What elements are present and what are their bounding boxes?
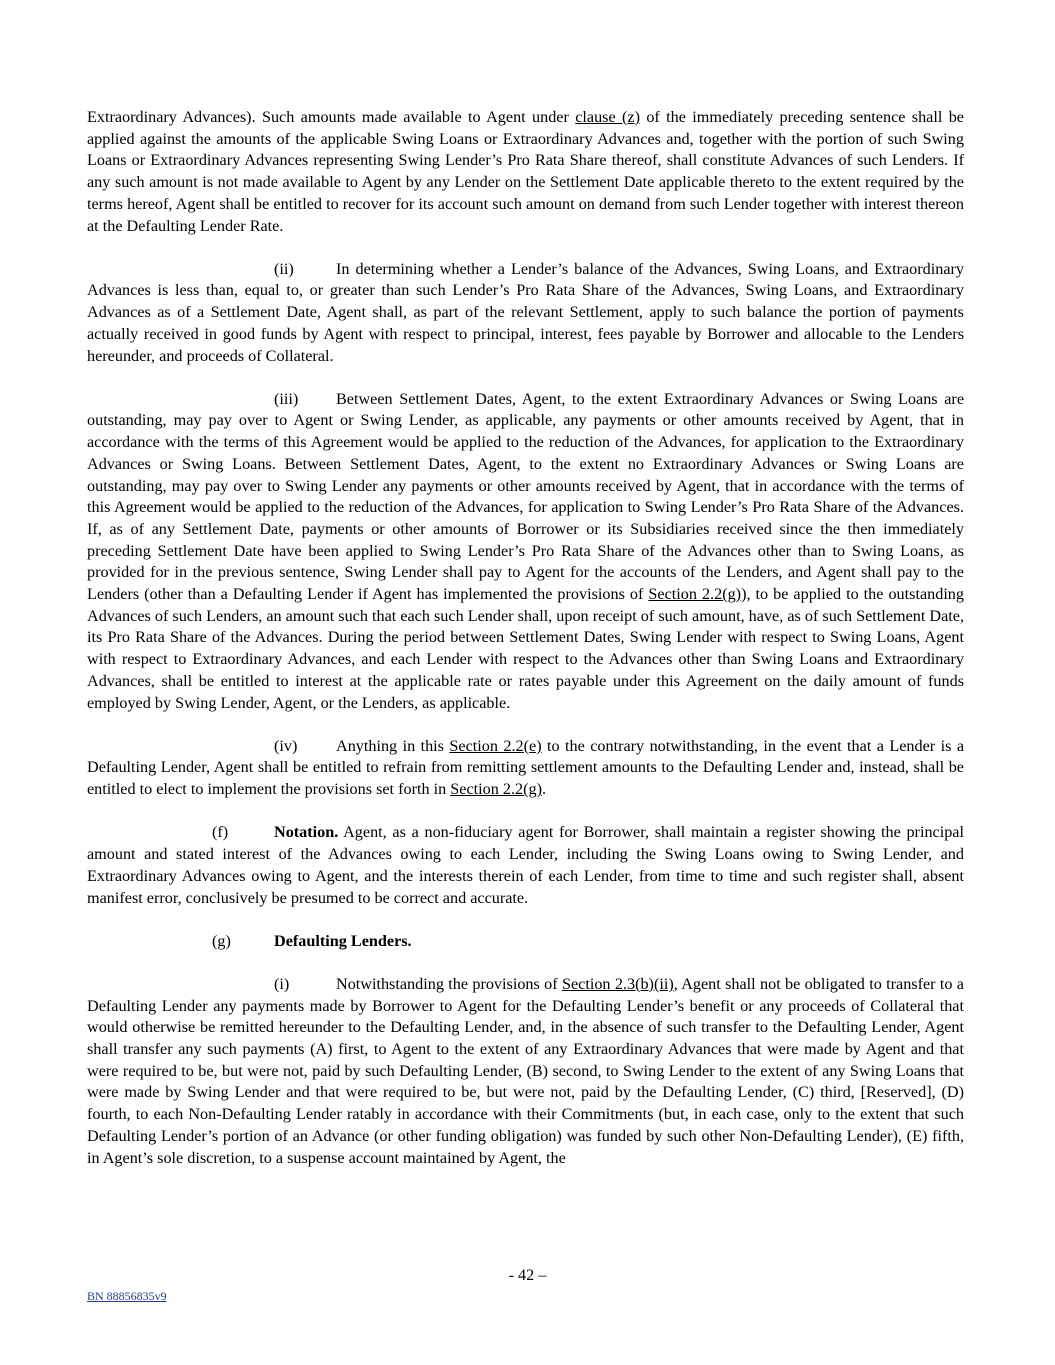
text: , Agent shall not be obligated to transfer to a Defaulting Lender any payments made by Borrower to Agent for the Defaulting Lender’s benefit or any proceeds of Collateral that would otherwise be remitted hereunder to the Defaulting Lender, and, in the absence of such transfer to the Defaulting Lender, Agent shall transfer any such payments (A) first, to Agent to the extent of any Extraordinary Advances that were made by Agent and that were required to be, but were not, paid by such Defaulting Lender, (B) second, to Swing Lender to the extent of any Swing Loans that were made by Swing Lender and that were required to be, but were not, paid by the Defaulting Lender, (C) third, [Reserved], (D) fourth, to each Non-Defaulting Lender ratably in accordance with their Commitments (but, in each case, only to the extent that such Defaulting Lender’s portion of an Advance (or other funding obligation) was funded by such other Non-Defaulting Lender), (E) fifth, in Agent’s sole discretion, to a suspense account maintained by Agent, the [87,974,964,1167]
paragraph-label: (iii) [274,389,299,408]
section-heading: Defaulting Lenders. [274,931,412,950]
paragraph-continuation [87,107,964,237]
paragraph-iv [87,736,964,801]
paragraph-ii [87,259,964,368]
text: to the contrary notwithstanding, in the event that a Lender is a Defaulting Lender, Agent shall be entitled to refrain from remitting settlement amounts to the Defaulting Lender and, instead, shall be entitled to elect to implement the provisions set forth in [87,736,965,799]
text: Between Settlement Dates, Agent, to the extent Extraordinary Advances or Swing Loans are outstanding, may pay over to Agent or Swing Lender, as applicable, any payments or other amounts received by Agent, that in accordance with the terms of this Agreement would be applied to the reduction of the Advances, for application to the Extraordinary Advances or Swing Loans. Between Settlement Dates, Agent, to the extent no Extraordinary Advances or Swing Loans are outstanding, may pay over to Swing Lender any payments or other amounts received by Agent, that in accordance with the terms of this Agreement would be applied to the reduction of the Advances, for application to Swing Lender’s Pro Rata Share of the Advances. If, as of any Settlement Date, payments or other amounts of Borrower or its Subsidiaries received since the then immediately preceding Settlement Date have been applied to Swing Lender’s Pro Rata Share of the Advances other than to Swing Loans, as provided for in the previous sentence, Swing Lender shall pay to Agent for the accounts of the Lenders, and Agent shall pay to the Lenders (other than a Defaulting Lender if Agent has implemented the provisions of [87,389,964,604]
section-reference: Section 2.2(g) [450,780,542,799]
paragraph-label: (i) [274,974,290,993]
paragraph-g-i [87,974,964,1169]
page-number: - 42 – [508,1266,547,1284]
text: Notwithstanding the provisions of [336,974,562,993]
paragraph-label: (g) [212,931,231,950]
text: of the immediately preceding sentence shall be applied against the amounts of the applicable Swing Loans or Extraordinary Advances and, together with the portion of such Swing Loans or Extraordinary Advances representing Swing Lender’s Pro Rata Share thereof, shall constitute Advances of such Lenders. If any such amount is not made available to Agent by any Lender on the Settlement Date applicable thereto to the extent required by the terms hereof, Agent shall be entitled to recover for its account such amount on demand from such Lender together with interest thereon at the Defaulting Lender Rate. [87,108,964,235]
text: In determining whether a Lender’s balance of the Advances, Swing Loans, and Extraordinary Advances is less than, equal to, or greater than such Lender’s Pro Rata Share of the Advances, Swing Loans, and Extraordinary Advances as of a Settlement Date, Agent shall, as part of the relevant Settlement, apply to such balance the portion of payments actually received in good funds by Agent with respect to principal, interest, fees payable by Borrower and allocable to the Lenders hereunder, and proceeds of Collateral. [87,259,964,365]
paragraph-f-notation [87,822,964,909]
section-reference: Section 2.2(e) [449,736,542,755]
paragraph-label: (iv) [274,736,298,755]
clause-z-reference: clause (z) [575,108,640,126]
text: Extraordinary Advances). Such amounts made available to Agent under [87,108,576,126]
paragraph-g-heading [87,931,964,953]
text: ), to be applied to the outstanding Advances of such Lenders, an amount such that each such Lender shall, upon receipt of such amount, have, as of such Settlement Date, its Pro Rata Share of the Advances. During the period between Settlement Dates, Swing Lender with respect to Swing Loans, Agent with respect to Extraordinary Advances, and each Lender with respect to the Advances other than Swing Loans and Extraordinary Advances, shall be entitled to interest at the applicable rate or rates payable under this Agreement on the daily amount of funds employed by Swing Lender, Agent, or the Lenders, as applicable. [87,585,964,712]
section-reference: Section 2.2(g) [648,585,742,604]
section-reference: Section 2.3(b)(ii) [561,974,674,993]
text: . [541,780,547,799]
paragraph-iii [87,389,964,715]
text: Agent, as a non-fiduciary agent for Borrower, shall maintain a register showing the principal amount and stated interest of the Advances owing to each Lender, including the Swing Loans owing to Swing Lender, and Extraordinary Advances owing to Agent, and the interests therein of each Lender, from time to time and such register shall, absent manifest error, conclusively be presumed to be correct and accurate. [87,823,964,907]
paragraph-label: (ii) [274,259,294,278]
paragraph-label: (f) [212,823,229,842]
document-body [87,107,964,1191]
document-id: BN 88856835v9 [87,1289,167,1303]
section-heading: Notation. [274,823,339,842]
text: Anything in this [336,736,450,755]
